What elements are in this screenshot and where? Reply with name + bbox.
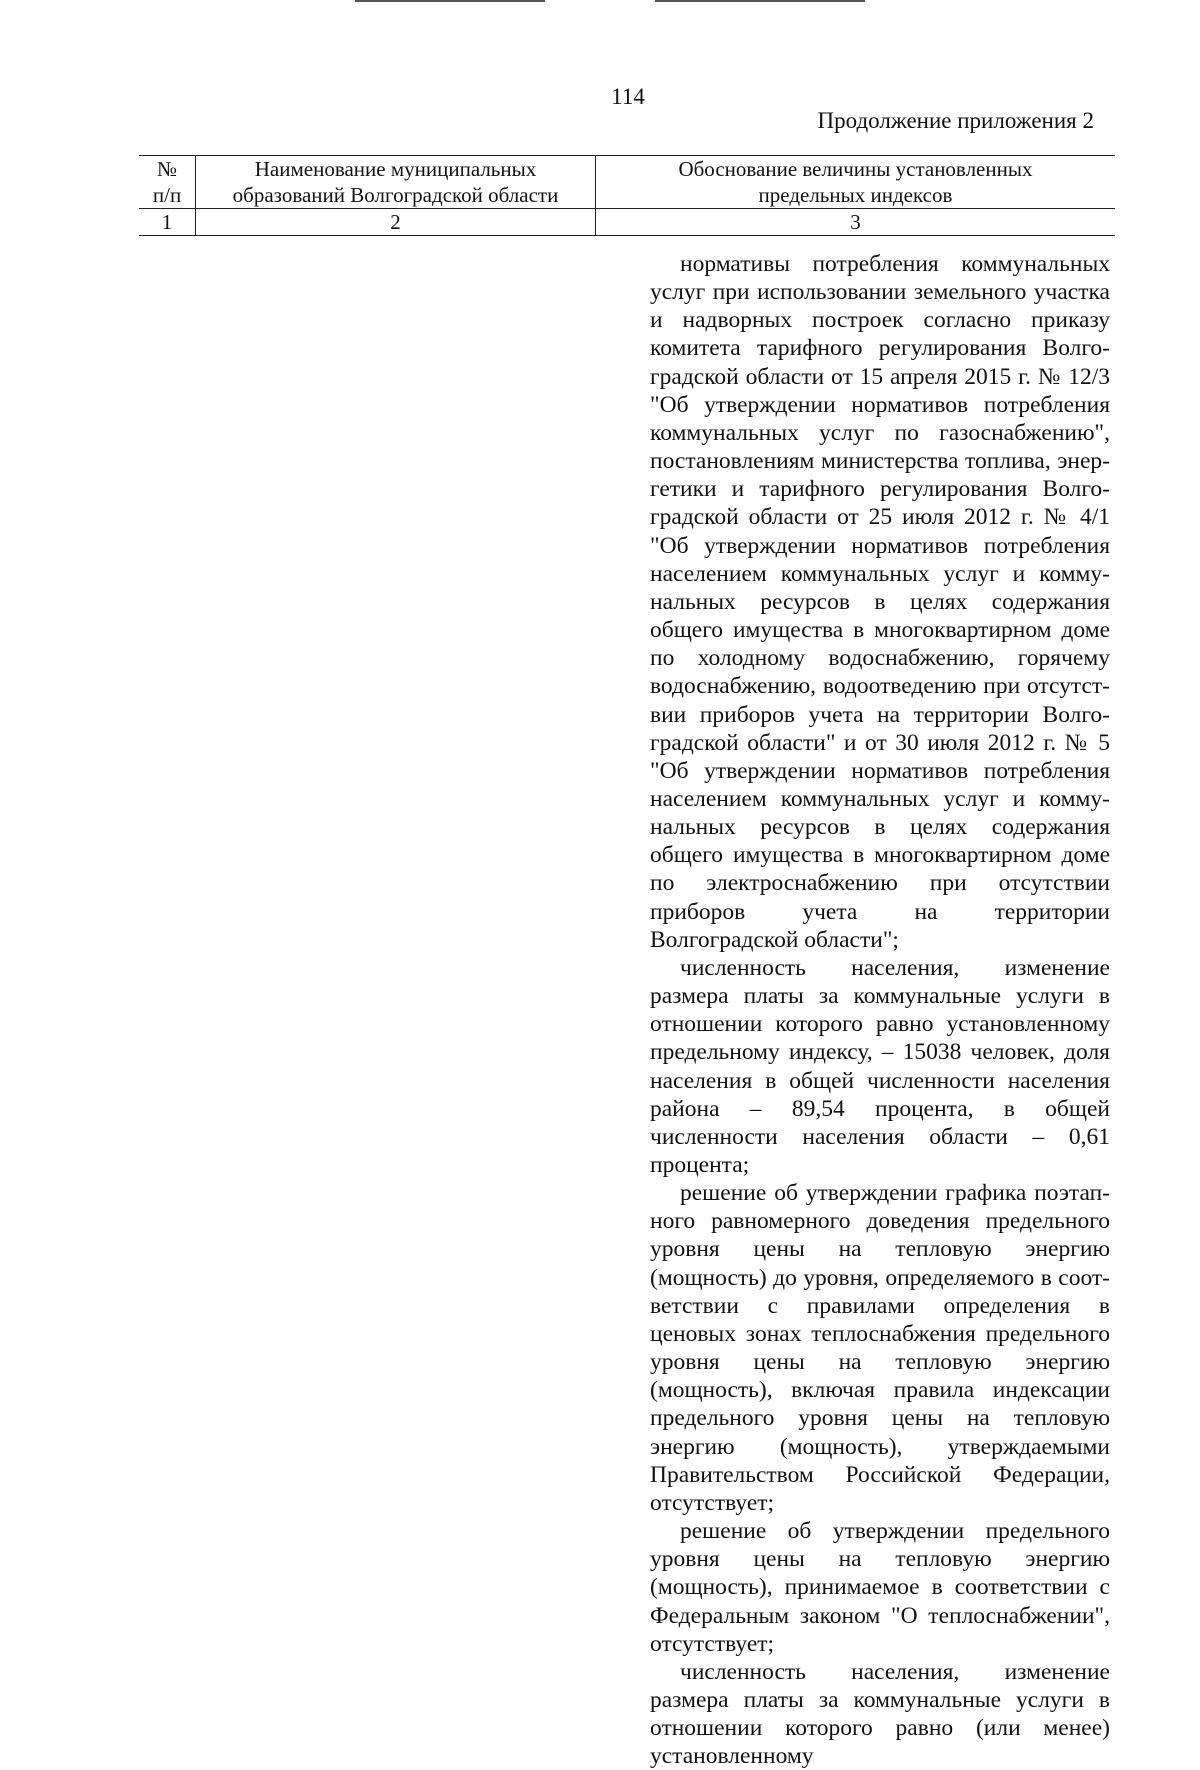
column-number-3: 3 — [595, 209, 1115, 236]
scan-edge-line-left — [355, 0, 545, 2]
paragraph-population-1: численность населения, изменение размера платы за коммунальные услуги в отношении которого равно установленному предельному индексу, – 15038 человек, доля населения в общей численности населения района – 89,54 процента, в общей численности населения области – 0,61 процента; — [650, 954, 1110, 1178]
paragraph-population-2: численность населения, изменение размера платы за коммунальные услуги в отношении которого равно (или менее) установленному — [650, 1658, 1110, 1770]
paragraph-heat-price: решение об утверждении предельного уровня цены на тепловую энергию (мощность), принимаемое в соответствии с Федеральным законом "О теплоснабжении", отсутствует; — [650, 1518, 1110, 1657]
paragraph-norms: нормативы потребления коммунальных услуг при использовании земельного участка и надворных построек согласно приказу комитета тарифного регулирования Волгоградской области от 15 апреля 2015 г. № 12/3 "Об утверждении нормативов потребления коммунальных услуг по газоснабжению", постановлениям министерства топлива, энергетики и тарифного регулирования Волгоградской области от 25 июля 2012 г. № 4/1 "Об утверждении нормативов потребления населением коммунальных услуг и коммунальных ресурсов в целях содержания общего имущества в многоквартирном доме по холодному водоснабжению, горячему водоснабжению, водоотведению при отсутствии приборов учета на территории Волгоградской области" и от 30 июля 2012 г. № 5 "Об утверждении нормативов потребления населением коммунальных услуг и коммунальных ресурсов в целях содержания общего имущества в многоквартирном доме по электроснабжению при отсутствии приборов учета на территории Волгоградской области"; — [650, 251, 1110, 953]
paragraph-heat-schedule: решение об утверждении графика поэтапного равномерного доведения предельного уровня цены на тепловую энергию (мощность) до уровня, определяемого в соответствии с правилами определения в ценовых зонах теплоснабжения предельного уровня цены на тепловую энергию (мощность), включая правила индексации предельного уровня цены на тепловую энергию (мощность), утверждаемыми Правительством Российской Федерации, отсутствует; — [650, 1180, 1110, 1516]
continuation-title: Продолжение приложения 2 — [817, 108, 1094, 133]
table-header-row — [139, 156, 1115, 209]
column-header-justification: Обоснование величины установленных предельных индексов — [595, 156, 1115, 209]
page-number: 114 — [611, 84, 645, 109]
column-header-municipality: Наименование муниципальных образований Волгоградской области — [196, 156, 596, 209]
scan-edge-line-right — [655, 0, 865, 2]
justification-text — [650, 250, 1110, 1770]
table-column-numbers-row — [139, 209, 1115, 236]
column-number-2: 2 — [196, 209, 596, 236]
column-number-1: 1 — [139, 209, 196, 236]
column-header-number: № п/п — [139, 156, 196, 209]
header-table — [139, 155, 1115, 236]
